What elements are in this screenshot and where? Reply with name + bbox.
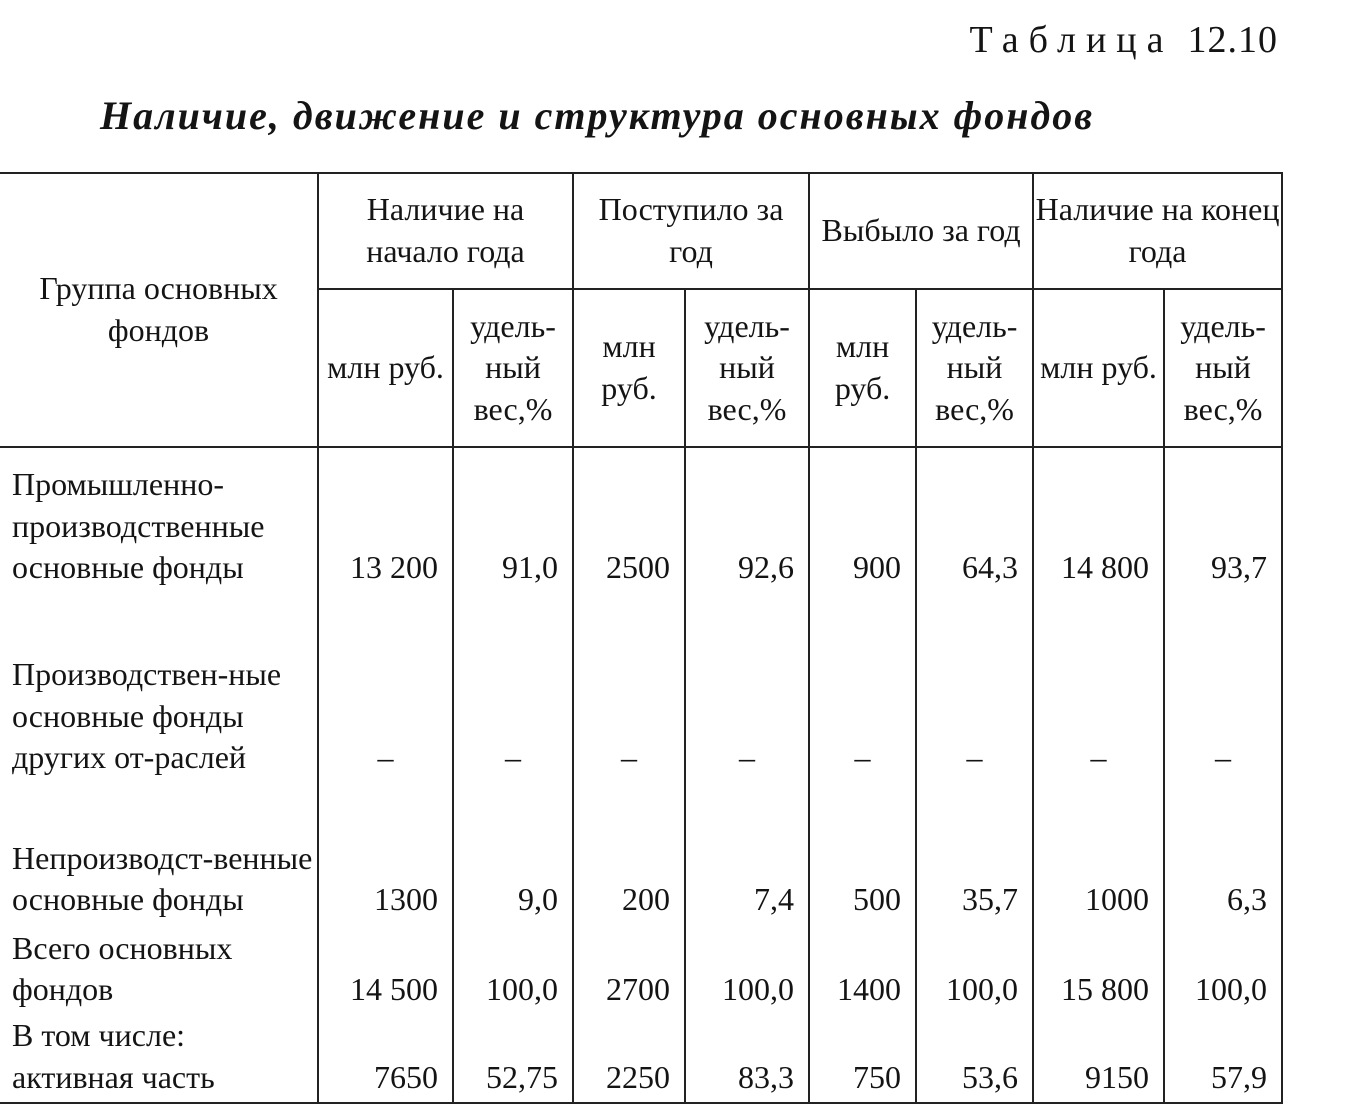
cell-value: 7,4 (685, 783, 809, 925)
table-row (0, 925, 1282, 1015)
cell-value: 1300 (318, 783, 453, 925)
cell-value: 15 800 (1033, 925, 1164, 1015)
cell-value: 64,3 (916, 447, 1033, 593)
column-header-group: Группа основных фондов (0, 173, 318, 447)
cell-value: 9150 (1033, 1015, 1164, 1103)
cell-value: – (916, 593, 1033, 783)
cell-value: 2700 (573, 925, 685, 1015)
cell-value: 900 (809, 447, 916, 593)
cell-value: 1000 (1033, 783, 1164, 925)
table-row (0, 1015, 1282, 1103)
cell-value: – (1033, 593, 1164, 783)
table-row (0, 593, 1282, 783)
cell-value: 2500 (573, 447, 685, 593)
table-number: 12.10 (1187, 19, 1278, 61)
subheader-mln: млн руб. (1033, 289, 1164, 447)
column-header-start: Наличие на начало года (318, 173, 573, 289)
cell-value: 13 200 (318, 447, 453, 593)
cell-value: – (1164, 593, 1282, 783)
cell-value: – (573, 593, 685, 783)
table-label (969, 18, 1278, 62)
cell-value: 52,75 (453, 1015, 573, 1103)
column-header-received: Поступило за год (573, 173, 809, 289)
cell-value: 500 (809, 783, 916, 925)
cell-value: – (318, 593, 453, 783)
subheader-mln: млн руб. (573, 289, 685, 447)
cell-value: 100,0 (916, 925, 1033, 1015)
cell-value: 35,7 (916, 783, 1033, 925)
row-name: В том числе: активная часть (0, 1015, 318, 1103)
cell-value: 1400 (809, 925, 916, 1015)
cell-value: 750 (809, 1015, 916, 1103)
table-word: Таблица (969, 19, 1174, 61)
cell-value: 6,3 (1164, 783, 1282, 925)
cell-value: 14 800 (1033, 447, 1164, 593)
cell-value: 53,6 (916, 1015, 1033, 1103)
cell-value: 2250 (573, 1015, 685, 1103)
cell-value: 92,6 (685, 447, 809, 593)
table-row (0, 783, 1282, 925)
cell-value: 91,0 (453, 447, 573, 593)
row-name: Промышленно-производственные основные фонды (0, 447, 318, 593)
cell-value: – (685, 593, 809, 783)
table-title: Наличие, движение и структура основных фондов (100, 93, 1095, 138)
cell-value: 14 500 (318, 925, 453, 1015)
cell-value: 200 (573, 783, 685, 925)
cell-value: – (809, 593, 916, 783)
cell-value: 93,7 (1164, 447, 1282, 593)
table-row (0, 447, 1282, 593)
subheader-share: удель-ный вес,% (685, 289, 809, 447)
subheader-mln: млн руб. (318, 289, 453, 447)
column-header-end: Наличие на конец года (1033, 173, 1282, 289)
cell-value: 100,0 (1164, 925, 1282, 1015)
row-name: Всего основных фондов (0, 925, 318, 1015)
funds-table (0, 172, 1283, 1104)
subheader-share: удель-ный вес,% (916, 289, 1033, 447)
cell-value: 57,9 (1164, 1015, 1282, 1103)
subheader-share: удель-ный вес,% (453, 289, 573, 447)
column-header-disposed: Выбыло за год (809, 173, 1033, 289)
cell-value: 83,3 (685, 1015, 809, 1103)
cell-value: 100,0 (453, 925, 573, 1015)
subheader-mln: млн руб. (809, 289, 916, 447)
cell-value: 9,0 (453, 783, 573, 925)
cell-value: – (453, 593, 573, 783)
cell-value: 7650 (318, 1015, 453, 1103)
row-name: Производствен-ные основные фонды других от-раслей (0, 593, 318, 783)
cell-value: 100,0 (685, 925, 809, 1015)
row-name: Непроизводст-венные основные фонды (0, 783, 318, 925)
subheader-share: удель-ный вес,% (1164, 289, 1282, 447)
